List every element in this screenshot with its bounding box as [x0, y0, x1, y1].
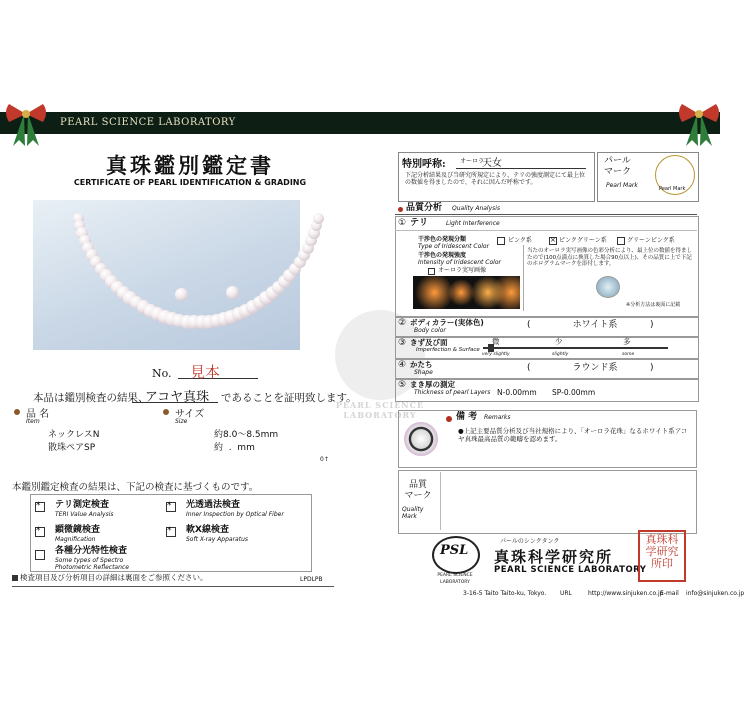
pearl-photo [33, 200, 300, 350]
blemish-scale-1: 微 [492, 337, 500, 346]
hologram-icon [596, 276, 620, 298]
shape-num: ④ [398, 360, 407, 370]
quality-bullet [398, 207, 403, 212]
inspection-check-xray: * [166, 527, 176, 537]
color-pink-checkbox [497, 237, 505, 245]
shape-paren-open: ( [527, 363, 531, 373]
hologram-caption: ※分析方法は裏面に記載 [626, 302, 681, 308]
result-prefix: 本品は鑑別検査の結果、 [33, 392, 149, 404]
blemish-label: きず及び面 [410, 338, 448, 347]
teri-label: テリ [410, 218, 429, 228]
size-en: Size [175, 418, 188, 425]
size-label: サイズ [175, 409, 205, 420]
result-suffix: であることを証明致します。 [221, 392, 357, 404]
teri-divider [523, 245, 524, 311]
inspection-xray-label: 軟X線検査 [186, 525, 229, 535]
body-label: ボディカラー(実体色) [410, 318, 484, 327]
lab-seal: 真珠科学研究所印 [638, 530, 686, 582]
pearl-mark-logo-text: Pearl Mark [659, 186, 686, 192]
color-greenpink-checkbox [617, 237, 625, 245]
remarks-bullet [446, 416, 452, 422]
color-pinkgreen-label: ピンクグリーン系 [559, 237, 607, 244]
lab-tagline: パールのシンクタンク [500, 538, 560, 545]
quality-rule [395, 214, 697, 215]
item-en: Item [26, 418, 40, 425]
inspection-check-magnification: * [35, 527, 45, 537]
item-label: 品 名 [26, 409, 50, 420]
special-label: 特別呼称: [402, 159, 446, 170]
color-pink-label: ピンク系 [508, 237, 532, 244]
certificate-subtitle: CERTIFICATE OF PEARL IDENTIFICATION & GRADING [73, 178, 307, 187]
special-value: 天女 [482, 158, 502, 169]
quality-mark-divider [440, 472, 441, 530]
teri-num: ① [398, 218, 407, 228]
shape-label: かたち [410, 360, 433, 369]
footer-bullet [12, 575, 18, 581]
aurora-image [413, 276, 520, 309]
body-paren-open: ( [527, 320, 531, 330]
footer-note: 検査項目及び分析項目の詳細は裏面をご参照ください。 [20, 573, 208, 582]
result-value: アコヤ真珠 [144, 390, 210, 405]
layer-value-n: N-0.00mm [497, 388, 537, 397]
item-bullet [14, 409, 20, 415]
certificate-title: 真珠鑑別鑑定書 [106, 153, 274, 178]
item-row-1-size: 約8.0～8.5mm [214, 430, 279, 440]
aurora-checkbox [428, 268, 435, 275]
inspection-check-optical: * [166, 502, 176, 512]
quality-mark-box [398, 470, 697, 534]
lab-url: http://www.sinjuken.co.jp [588, 590, 664, 597]
quality-mark-label: 品質 マーク [404, 480, 432, 501]
inspection-teri-label: テリ測定検査 [55, 500, 110, 510]
body-value: ホワイト系 [572, 320, 618, 330]
layer-num: ⑤ [398, 380, 407, 390]
lab-banner: PEARL SCIENCE LABORATORY [60, 117, 236, 128]
blemish-scale-2: 少 [555, 337, 563, 346]
inspection-spectro-label: 各種分光特性検査 [55, 546, 128, 556]
inspection-optical-label: 光透過法検査 [186, 500, 241, 510]
no-value: 見本 [190, 363, 221, 381]
quality-label: 品質分析 [406, 203, 443, 213]
remarks-text: ●上記主要品質分析及び当社規格により、「オーロラ花珠」なるホワイト系アコヤ真珠最高品質の範疇を認めます。 [458, 427, 688, 443]
lab-name-en: PEARL SCIENCE LABORATORY [494, 565, 647, 575]
layer-label: まき厚の測定 [410, 380, 455, 389]
item-row-1-name: ネックレスN [48, 430, 100, 440]
item-row-2-size: 約 . mm [214, 443, 255, 453]
certificate-code: LPDLPB [300, 576, 323, 583]
shape-paren-close: ) [650, 363, 654, 373]
body-num: ② [398, 318, 407, 328]
body-en: Body color [414, 327, 446, 334]
blemish-num: ③ [398, 338, 407, 348]
inspection-check-spectro [35, 550, 45, 560]
loose-pearl [226, 286, 239, 299]
lab-url-label: URL [560, 590, 572, 597]
iridescent-en: Type of Iridescent Color [418, 243, 490, 250]
quality-en: Quality Analysis [452, 205, 501, 212]
lab-logo-text: PSL [440, 543, 469, 558]
necklace-pearl [313, 213, 324, 224]
result-underline [132, 402, 218, 403]
inspection-magnification-en: Magnification [55, 536, 96, 543]
inspection-optical-en: Inner Inspection by Optical Fiber [186, 511, 284, 518]
color-pinkgreen-checkbox: × [550, 236, 556, 244]
corner-mark: 0↑ [320, 456, 329, 463]
watermark-text: PEARL SCIENCE LABORATORY [335, 400, 425, 420]
blemish-scale-en-3: some [622, 352, 635, 357]
item-row-2-name: 散珠ペアSP [48, 443, 96, 453]
pearl-mark-label: パール マーク [604, 156, 632, 177]
teri-en: Light Interference [446, 220, 500, 227]
inspection-intro: 本鑑別鑑定検査の結果は、下記の検査に基づくものです。 [12, 482, 259, 493]
ribbon-left-icon [3, 100, 49, 148]
lab-email-label: E-mail [660, 590, 679, 597]
blemish-scale-3: 多 [623, 337, 631, 346]
layer-en: Thickness of pearl Layers [414, 389, 491, 396]
shape-en: Shape [414, 369, 433, 376]
remarks-seal-icon [404, 422, 438, 456]
remarks-label: 備 考 [456, 412, 478, 422]
no-label: No. [152, 367, 172, 380]
body-paren-close: ) [650, 320, 654, 330]
layer-value-sp: SP-0.00mm [552, 388, 596, 397]
lab-logo-caption: PEARL SCIENCE LABORATORY [437, 573, 473, 585]
inspection-teri-en: TERI Value Analysis [55, 511, 114, 518]
inspection-xray-en: Soft X-ray Apparatus [186, 536, 249, 543]
aurora-label: オーロラ実写画像 [438, 267, 487, 274]
special-note: 下記分析結果及び当研究所規定により、テリの強度測定にて最上位の数値を得ましたので、それに因んだ呼称です。 [405, 172, 586, 186]
intensity-label: 干渉色の発現強度 [418, 252, 467, 259]
iridescent-label: 干渉色の発現分類 [418, 236, 467, 243]
blemish-scale-en-1: very slightly [482, 352, 510, 357]
lab-name-ja: 真珠科学研究所 [494, 548, 614, 566]
blemish-scale-en-2: slightly [552, 352, 569, 357]
blemish-scale-bar [483, 347, 668, 349]
inspection-check-teri: * [35, 502, 45, 512]
lab-address: 3-16-5 Taito Taito-ku, Tokyo. [463, 590, 547, 597]
remarks-en: Remarks [484, 414, 511, 421]
color-greenpink-label: グリーンピンク系 [627, 237, 675, 244]
size-bullet [163, 409, 169, 415]
special-underline [456, 168, 586, 169]
blemish-en: Imperfection & Surface [416, 347, 480, 353]
inspection-spectro-en: Some types of Spectro Photometric Reflectance [55, 557, 129, 571]
ribbon-right-icon [676, 100, 722, 148]
shape-value: ラウンド系 [572, 363, 618, 373]
aurora-note: 当たのオーロラ実写画像の色彩分析により、最上位の数値を得ましたので(100点満点に換算した場合90点以上)、その品質に上で下記のホログラムマークを添付します。 [527, 248, 693, 267]
inspection-magnification-label: 顕微鏡検査 [55, 525, 101, 535]
lab-email: info@sinjuken.co.jp [686, 590, 744, 597]
footer-rule [12, 586, 334, 587]
intensity-en: Intensity of Iridescent Color [418, 259, 501, 266]
pearl-mark-en: Pearl Mark [606, 182, 638, 189]
teri-rule [395, 230, 697, 231]
quality-mark-en: Quality Mark [402, 506, 424, 520]
special-prefix: オーロラ [460, 158, 485, 165]
loose-pearl [175, 288, 188, 301]
